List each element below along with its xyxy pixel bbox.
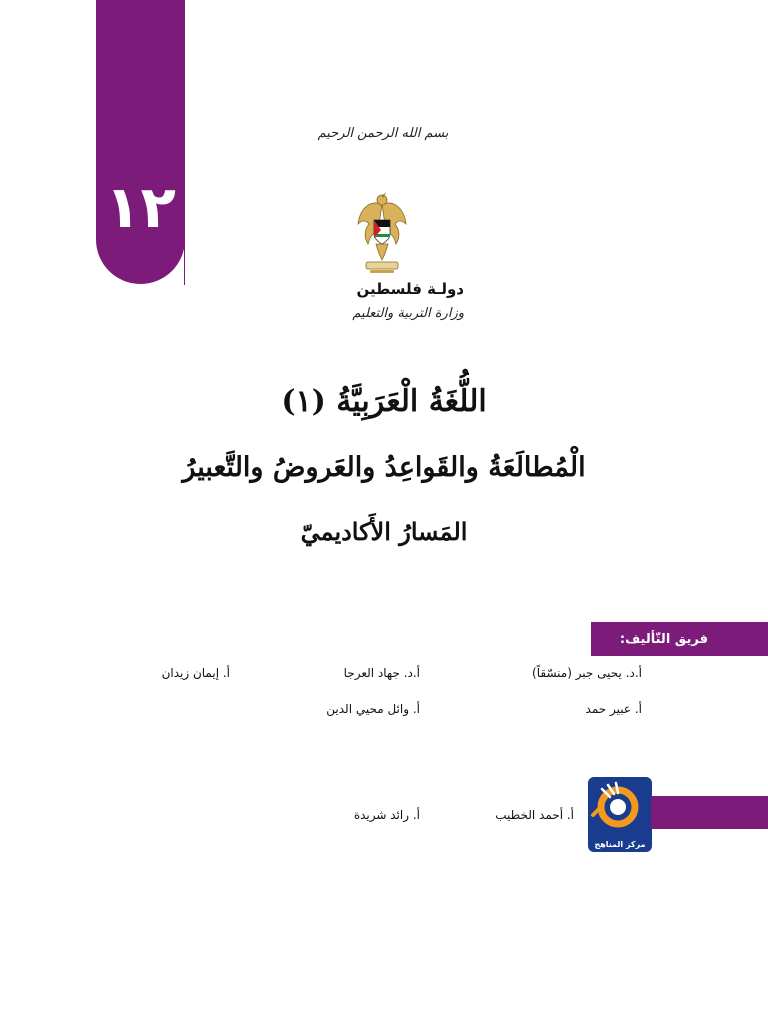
curriculum-center-logo: [588, 777, 652, 852]
team-banner: [591, 622, 768, 656]
ministry-name: وزارة التربية والتعليم: [352, 306, 464, 321]
logo-caption: مركز المناهج: [594, 840, 646, 849]
author-name: أ. إيمان زيدان: [161, 666, 230, 680]
logo-banner: [651, 796, 768, 829]
team-label: فريق التّأليف:: [619, 631, 708, 647]
author-name: أ. عبير حمد: [585, 702, 642, 716]
grade-number: ١٢: [105, 173, 176, 241]
author-name: أ. رائد شريدة: [353, 808, 420, 822]
basmala: بسم الله الرحمن الرحيم: [317, 126, 449, 141]
state-name: دولـة فلسطين: [356, 280, 464, 298]
tab-edge-line: [184, 95, 185, 285]
book-title: اللُّغَةُ الْعَرَبِيَّةُ (١): [281, 384, 487, 419]
author-name: أ. وائل محيي الدين: [326, 702, 420, 716]
author-name: أ. أحمد الخطيب: [495, 808, 574, 822]
book-track: المَسارُ الأَكاديميّ: [300, 517, 468, 546]
grade-tab: [96, 0, 185, 284]
palestine-eagle-emblem-icon: [356, 190, 408, 276]
author-name: أ.د. يحيى جبر (منسّقاً): [532, 666, 642, 680]
author-name: أ.د. جهاد العرجا: [343, 666, 420, 680]
book-subtitle: الْمُطالَعَةُ والقَواعِدُ والعَروضُ والتَّعبيرُ: [182, 452, 586, 483]
